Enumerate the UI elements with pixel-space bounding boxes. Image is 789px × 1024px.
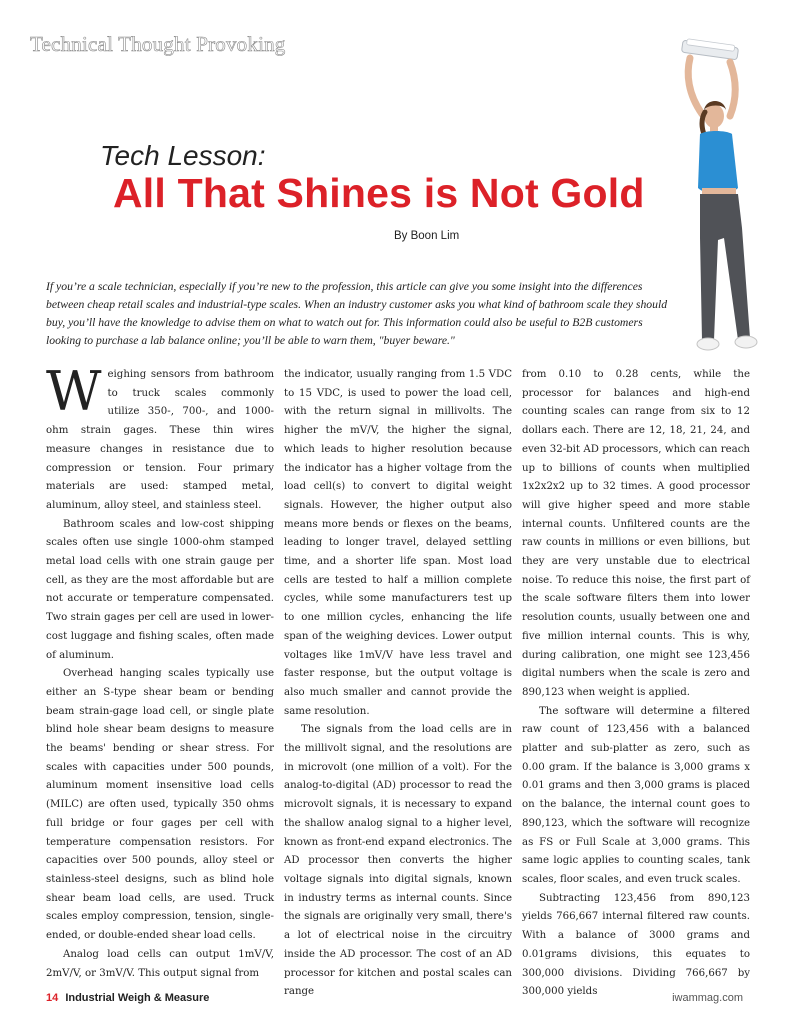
paragraph: from 0.10 to 0.28 cents, while the processor for balances and high-end counting scales can range from six to 12 dollars each. There are 12, 18, 21, 24, and even 32-bit AD processors, which can reach up to billions of counts when multiplied 1x2x2x2 up to 32 times. A good processor will give higher speed and more stable internal counts. Unfiltered counts are the raw counts in millions or even billions, but they are very unstable due to electrical noise. To reduce this noise, the first part of the scale software filters them into lower resolution counts, usually between one and five million internal counts. This is why, during calibration, one might see 123,456 digital numbers when the scale is zero and 890,123 when weight is applied. [522,369,750,698]
section-label: Technical Thought Provoking [30,32,286,56]
woman-lifting-scale-photo [672,38,784,354]
paragraph: Subtracting 123,456 from 890,123 yields 766,667 internal filtered raw counts. With a balance of 3000 grams and 0.01grams divisions, this equates to 300,000 divisions. Dividing 766,667 by 300,000 yields [522,892,750,998]
byline: By Boon Lim [394,230,460,242]
paragraph: Analog load cells can output 1mV/V, 2mV/V, or 3mV/V. This output signal from [46,948,274,979]
website-link[interactable]: iwammag.com [672,992,743,1004]
article-column-3 [522,366,750,1002]
paragraph: The signals from the load cells are in the millivolt signal, and the resolutions are in microvolt (one million of a volt). For the analog-to-digital (AD) processor to read the microvolt signals, it is necessary to expand the shallow analog signal to a higher level, known as front-end expand electronics. The AD processor then converts the higher voltage signals into digital signals, known in industry terms as internal counts. Since the signals are originally very small, there's a lot of electrical noise in the circuitry inside the AD processor. The cost of an AD processor for kitchen and postal scales can range [284,724,512,998]
paragraph [46,360,274,516]
drop-cap: W [46,360,102,423]
article-title: All That Shines is Not Gold [113,170,645,216]
paragraph-text: eighing sensors from bathroom to truck scales commonly utilize 350-, 700-, and 1000-ohm strain gages. These thin wires measure changes in resistance due to compression or tension. Four primary materials are used: stamped metal, aluminum, alloy steel, and stainless steel. [46,369,274,511]
gray-pants [700,194,750,340]
blue-tank-top [698,131,738,194]
article-column-2 [284,366,512,1002]
paragraph: Overhead hanging scales typically use either an S-type shear beam or bending beam strain-gage load cell, or single plate blind hole shear beam designs to measure the beams' bending or shear stress. For scales with capacities under 500 pounds, aluminum moment insensitive load cells (MILC) are often used, typically 350 ohms full bridge or four gages per cell with temperature compensation resistors. For capacities over 500 pounds, alloy steel or stainless-steel designs, such as blind hole shear beam load cells, are used. Truck scales employ compression, tension, single-ended, or double-ended shear load cells. [46,668,274,942]
paragraph: Bathroom scales and low-cost shipping scales often use single 1000-ohm stamped metal load cells with one strain gauge per cell, as they are the most affordable but are not accurate or temperature compensated. Two strain gages per cell are used in lower-cost luggage and fishing scales, often made of aluminum. [46,518,274,661]
page-footer-left [46,992,209,1004]
article-kicker: Tech Lesson: [100,140,266,171]
paragraph: the indicator, usually ranging from 1.5 VDC to 15 VDC, is used to power the load cell, with the return signal in millivolts. The higher the mV/V, the higher the signal, which leads to higher resolution because the indicator has a higher voltage from the load cell(s) to convert to digital weight signals. However, the higher output also means more bends or flexes on the beams, leading to longer travel, delayed settling time, and a shorter life span. Most load cells are tested to half a million complete cycles, while some manufacturers test up to one million cycles, enhancing the life span of the weighing devices. Lower output voltages like 1mV/V have less travel and faster response, but the output voltage is also much smaller and cannot provide the same resolution. [284,369,512,717]
article-intro: If you’re a scale technician, especially if you’re new to the profession, this article can give you some insight into the differences between cheap retail scales and industrial-type scales. When an industry customer asks you what kind of bathroom scale they should buy, you’ll have the knowledge to advise them on what to watch out for. This information could also be useful to B2B customers looking to purchase a lab balance online; you’ll be able to warn them, "buyer beware." [46,280,668,347]
page-number: 14 [46,992,59,1004]
publication-name: Industrial Weigh & Measure [65,992,210,1004]
paragraph: The software will determine a filtered raw count of 123,456 with a balanced platter and sub-platter as zero, such as 0.00 gram. If the balance is 3,000 grams x 0.01 grams and then 3,000 grams is placed on the balance, the internal count goes to 890,123, which the software will recognize as FS or Full Scale at 3,000 grams. This same logic applies to counting scales, tank scales, floor scales, and even truck scales. [522,705,750,885]
article-column-1 [46,360,274,983]
